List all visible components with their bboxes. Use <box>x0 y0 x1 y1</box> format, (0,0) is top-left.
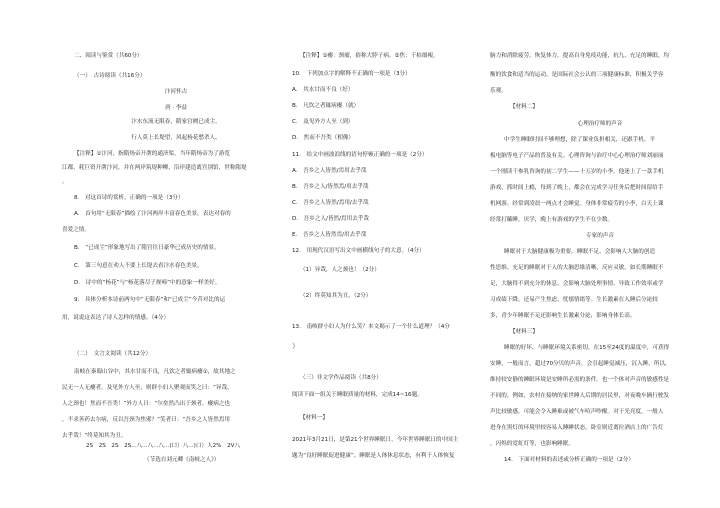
material-text: 2021年3月21日，是第21个世界睡眠日，今年世界睡眠日的中国主 <box>292 437 459 443</box>
material-text: 声比较敏感，可能会令入睡难或被气车喧声吵醒。对于光亮度，一般人 <box>490 409 664 415</box>
option-c: C. 及见外方人至（到） <box>292 119 354 125</box>
material-text: 习成绩下降，还易产生焦虑，忧郁情绪等。生长激素在入睡后分泌较 <box>490 297 658 303</box>
poem-title: 汴河怀古 <box>164 89 188 95</box>
poem-line: 行人莫上长堤望，风起杨花愁杀人。 <box>131 135 221 141</box>
material-text: 衡的饮食和适当的运动，是国际社会公认的三项健康标准，积极关乎容 <box>490 72 664 78</box>
passage-text: 南岐在秦蜀山谷中，其水甘而不良，凡饮之者辄病瘿①，故其地之 <box>74 369 236 375</box>
material-heading: 【材料一】 <box>300 415 328 421</box>
passage-text: 人之颈也！焦而不吾类！”外方人曰：“尔垒然凸出于颈者，瘿病之也 <box>62 401 231 407</box>
material-heading: 【材料二】 <box>510 104 538 110</box>
material-text: 机网游。经常到凌晨一两点才会睡觉。身体非常疲劳的小李，白天上课 <box>490 201 664 207</box>
passage-text: 去乎哉！”终莫知其为丑。 <box>62 433 127 439</box>
question-9: 9. 具体分析本诗前两句中“无限春”和“已成尘”今昔对比的运 <box>74 297 226 303</box>
material-text: 题为“良好睡眠促进健康”。睡眠是人体休息状态，有利于人体恢复 <box>292 453 455 459</box>
section-heading: 二、阅读与鉴赏（共60分） <box>74 53 143 59</box>
question-12-part: （2）终莫知其为丑。（2分） <box>300 293 372 299</box>
material-text: 性思维。充足的睡眠对于人的大脑思维清晰，反应灵敏。如长期睡眠不 <box>490 265 664 271</box>
material-text: 中学生睡眠时间不够理想，除了课业负担相关，还跟手机、平 <box>504 137 656 143</box>
option-b: B. 吾乡之人/皆然焉/用去乎哉 <box>292 184 369 190</box>
material-text: 维持较安静的睡眠环境是安睡所必需的条件。也一个体对声音的敏感性是 <box>490 377 670 383</box>
material-text: 板电脑等电子产品的普及有关。心理咨询与治疗中心心理治疗师刘丽丽 <box>490 153 664 159</box>
option-c: C. 第三句意在劝人不要上长堤去看汴水春色美景。 <box>74 263 203 269</box>
annotation-text: 。 <box>62 179 68 185</box>
option-a: A. 其水甘而不良（好） <box>292 87 354 93</box>
annotation-text: 【注释】①汴河，指隋炀帝开凿的通济渠。当年隋炀帝为了游览 <box>74 151 231 157</box>
question-13: 13. 南岐群小妇人为什么笑？本文揭示了一个什么道理？（4分 <box>292 324 450 330</box>
material-text: 经常打瞌睡，厌学，晚上有游戏的学生不在少数。 <box>490 217 614 223</box>
material-text: 安睡，一般而言，超过70分贝的声音，会引起睡觉减压，沉入睡、所以， <box>490 361 671 367</box>
source-citation: （节选自刘元卿《南岐之人》） <box>144 457 220 463</box>
option-a: 喜爱之情。 <box>62 227 90 233</box>
passage-text: 民无一人无瘿者。及见外方人至，则群小妇人聚观而笑之曰：“异哉， <box>62 385 233 391</box>
material-text: 多，青少年睡眠不足还影响生长激素分泌，影响身体长高。 <box>490 313 636 319</box>
subsection-heading: （三）非文学作品阅读（共8分） <box>300 375 382 381</box>
material-text: 脑力和消除疲劳，恢复体力，提高自身免疫功能，抗九，充足的睡眠，均 <box>490 53 670 59</box>
option-d: D. 吾乡之人/皆然/焉用去乎哉 <box>292 216 369 222</box>
option-c: C. 吾乡之人皆然/焉用/去乎哉 <box>292 200 369 206</box>
question-10: 10. 下列加点字的解释不正确的一项是（3分） <box>292 71 411 77</box>
instruction-text: 阅读下面一组关于睡眠质量的材料，完成14~16题。 <box>292 392 423 398</box>
material-text: 游戏，抓时间上瘾，每到了晚上，都会在完成学习任务后把时间留给手 <box>490 185 664 191</box>
question-11: 11. 给文中画波浪线的语句停顿正确的一项是（2分） <box>292 152 428 158</box>
material-text: 一个刚读干参乳咨询的初二学生——十五岁的小李，他迷上了一款手机 <box>490 169 664 175</box>
question-14: 14. 下面对材料的表述或分析正确的一项是（2分） <box>504 457 634 463</box>
passage-text: ，不求善药去尔病，反以吾颈为焦邪？”笑者曰：“吾乡之人皆然焉用 <box>62 417 231 423</box>
material-subheading: 心理治疗师的声音 <box>577 121 623 127</box>
subsection-heading: （二） 文言文阅读（共12分） <box>74 351 152 357</box>
annotation-text: 【注释】①瘿：颈瘤，俗称大脖子病。②焦：干枯细瘦。 <box>300 53 439 59</box>
question-12-part: （1）异哉，人之颈也！（2分） <box>300 267 380 273</box>
question-12: 12. 用现代汉语写出文中画横线句子的大意。（4分） <box>292 248 425 254</box>
subsection-heading: （一） 古诗阅读（共16分） <box>74 73 146 79</box>
material-text: 乐观。 <box>490 88 507 94</box>
option-a: A. 吾乡之人皆然/焉用去乎哉 <box>292 168 367 174</box>
poem-line: 汴水东流无限春，隋家宫阙已成尘。 <box>131 119 221 125</box>
option-b: B. 凡饮之者辄病瘿（就） <box>292 103 360 109</box>
annotation-text: 江都，耗巨资开凿汴河，并在两岸筑堤种柳，沿岸建造离宫别馆，世称隋堤 <box>62 165 247 171</box>
option-d: D. 诗中的“杨花”与“杨花落尽子规啼”中的意象一样美好。 <box>74 280 221 286</box>
question-13-bracket: ） <box>292 342 299 350</box>
question-8: 8. 对这首诗的赏析，正确的一项是（3分） <box>74 195 184 201</box>
material-text: 睡眠的好坏，与睡眠环境关系密切。在15至24度的温度中，可获得 <box>504 345 670 351</box>
material-text: 足，大脑得不到充分的休息，会影响大脑处理事情、导致工作效率或学 <box>490 281 664 287</box>
material-text: 睡眠对于大脑健康极为重要。睡眠不足，会影响人大脑的创造 <box>504 249 656 255</box>
option-d: D. 焦而不吾类（相像） <box>292 135 355 141</box>
option-e: E. 吾乡之人皆然焉/用去乎哉 <box>292 232 367 238</box>
material-text: 进身在黑灯的环境里较容易入睡睡状态。卧室则近离拉酒店上的广告灯 <box>490 425 664 431</box>
material-subheading: 专家的声音 <box>586 233 614 239</box>
option-a: A. 首句用“无限春”描绘了汴河两岸丰富春色美景，表达对春的 <box>74 211 231 217</box>
poem-author: 唐 · 李益 <box>164 105 188 111</box>
material-text: 不同的。例如，农村在接纳的家世睡人后期的居民里，对夜晚车辆行驶发 <box>490 393 670 399</box>
material-text: ，闪烁的霓虹灯等，也影响睡眠。 <box>490 441 574 447</box>
question-9: 用，说说这表达了诗人怎样的情感。（4分） <box>62 315 170 321</box>
material-heading: 【材料三】 <box>510 329 538 335</box>
option-b: B. “已成尘”形象地写出了隋宫往日豪华已成历史的情景。 <box>74 245 220 251</box>
garbled-text: 2S 2S 2S 2S...八...八...八...(口）八...)口）人2% 2V八 <box>86 443 241 449</box>
